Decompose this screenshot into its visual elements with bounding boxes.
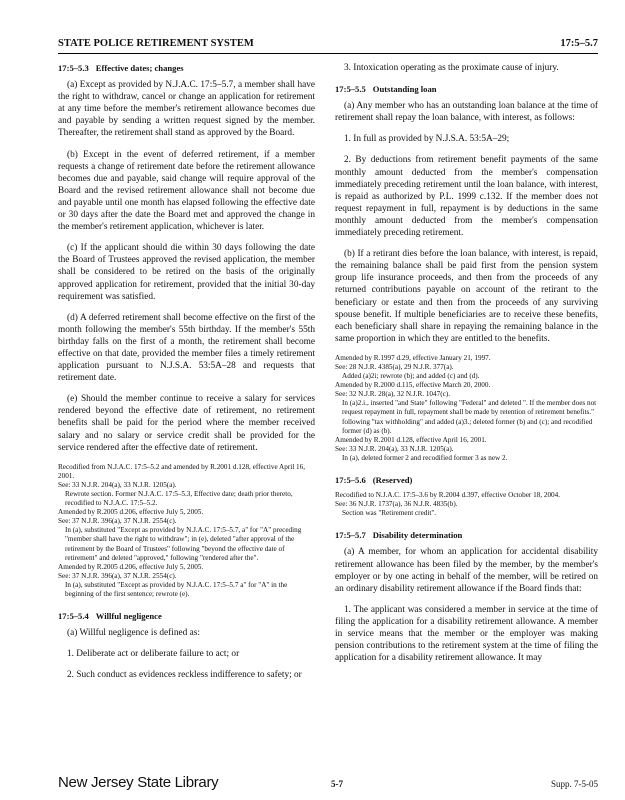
history-line: Rewrote section. Former N.J.A.C. 17:5–5.3, Effective date; death prior thereto, recodified to N.J.A.C. 17:5–5.2. [65,490,293,508]
history-line: In (a), substituted "Except as provided by N.J.A.C. 17:5–5.7, a" for "A" preceding "member shall have the right to withdraw"; in (e), deleted "after approval of the retirement by the Board of Trustees" following "beyond the effective date of retirement" and deleted "approved," following "rendered after the". [65,526,302,562]
section-title: Disability determination [372,530,463,541]
list-item-2: 2. By deductions from retirement benefit payments of the same monthly amount deducted from the member's compensation immediately preceding retirement until the loan balance, with interest, is repaid as authorized by P.L. 1999 c.132. If the member does not request repayment in full, repayment is by deductions in the same monthly amount deducted from the member's compensation immediately preceding retirement. [335,155,598,239]
history-note-5-6 [335,491,598,518]
history-line: See: 36 N.J.R. 1737(a), 36 N.J.R. 4835(b). [335,500,458,509]
header-rule [58,53,598,54]
history-line: See: 37 N.J.R. 396(a), 37 N.J.R. 2554(c). [58,517,177,526]
section-heading-5-5 [335,83,598,95]
history-line: Amended by R.2005 d.206, effective July 5, 2005. [58,562,204,571]
section-title: Willful negligence [95,611,162,622]
section-title: Outstanding loan [372,84,437,95]
history-line: In (a), substituted "Except as provided by N.J.A.C. 17:5–5.7 a" for "A" in the beginning of the first sentence; rewrote (e). [65,580,288,599]
section-heading-5-3 [58,62,315,74]
paragraph-e: (e) Should the member continue to receive a salary for services rendered beyond the effective date of retirement, no retirement benefits shall be paid for the period where the member received salary and no salary or service credit shall be provided for the service rendered after the effective date of retirement. [58,394,315,453]
paragraph-a: (a) A member, for whom an application for accidental disability retirement allowance has been filed by the member, by the member's employer or by one acting in behalf of the member, will be retired on an ordinary disability retirement allowance if the Board finds that: [335,547,598,594]
history-line: Amended by R.2001 d.128, effective April 16, 2001. [335,435,487,444]
supplement-date: Supp. 7-5-05 [551,779,598,789]
section-number: 17:5–5.6 [335,475,366,485]
library-watermark: New Jersey State Library [58,774,219,791]
history-line: In (a), deleted former 2 and recodified former 3 as new 2. [342,453,508,462]
history-line: Recodified from N.J.A.C. 17:5–5.2 and amended by R.2001 d.128, effective April 16, 2001. [58,462,305,480]
paragraph-a: (a) Willful negligence is defined as: [67,628,200,639]
page-footer [58,776,598,792]
history-note-5-5 [335,354,598,463]
list-item-1: 1. Deliberate act or deliberate failure to act; or [67,649,240,660]
history-line: See: 33 N.J.R. 204(a), 33 N.J.R. 1205(a). [335,444,454,453]
list-item-3: 3. Intoxication operating as the proximate cause of injury. [344,63,559,73]
header-title: STATE POLICE RETIREMENT SYSTEM [58,38,254,49]
left-column [58,62,315,691]
section-number: 17:5–5.3 [58,63,89,73]
list-item-2: 2. Such conduct as evidences reckless indifference to safety; or [67,670,302,681]
history-note-5-3 [58,463,315,599]
section-number: 17:5–5.5 [335,84,366,95]
history-line: See: 33 N.J.R. 204(a), 33 N.J.R. 1205(a). [58,480,177,489]
history-line: Amended by R.2000 d.115, effective March 20, 2000. [335,381,491,390]
history-line: Amended by R.1997 d.29, effective January 21, 1997. [335,353,491,362]
paragraph-b: (b) Except in the event of deferred retirement, if a member requests a change of retirement date before the retirement allowance becomes due and payable, said change will require approval of the Board and the revised retirement allowance shall not become due and payable until one month has elapsed following the effective date or 30 days after the date the Board met and approved the change in the member's retirement application, whichever is later. [58,149,315,233]
section-title: (Reserved) [372,475,413,485]
section-number: 17:5–5.7 [335,530,366,541]
history-line: See: 28 N.J.R. 4385(a), 29 N.J.R. 377(a). [335,362,454,371]
history-line: Section was "Retirement credit". [342,509,437,518]
section-heading-5-4 [58,610,315,622]
section-heading-5-6 [335,474,598,486]
history-line: Added (a)2i; rewrote (b); and added (c) and (d). [342,372,480,381]
paragraph-d: (d) A deferred retirement shall become effective on the first of the month following the member's 55th birthday. If the member's 55th birthday falls on the first of a month, the retirement shall become effective on that date, provided the member files a timely retirement application pursuant to N.J.S.A. 53:5A–28 and requests that retirement date. [58,312,315,384]
section-title: Effective dates; changes [95,63,184,73]
right-column [335,62,598,673]
section-heading-5-7 [335,529,598,541]
list-item-1: 1. The applicant was considered a member in service at the time of filing the application for a disability retirement allowance. A member in service means that the member or the employer was making pension contributions to the retirement system at the time of filing the application for a disability retirement allowance. It may [335,604,598,664]
history-line: See: 32 N.J.R. 28(a), 32 N.J.R. 1047(c). [335,390,450,399]
history-line: Recodified to N.J.A.C. 17:5–3.6 by R.2004 d.397, effective October 18, 2004. [335,491,561,500]
paragraph-b: (b) If a retirant dies before the loan balance, with interest, is repaid, the remaining balance shall be paid first from the pension system group life insurance proceeds, and then from the proceeds of any returned contributions payable on account of the retirant to the beneficiary or estate and then from the proceeds of any surviving spouse benefit. If multiple beneficiaries are to receive these benefits, each beneficiary shall share in repaying the remaining balance in the same proportion in which they are entitled to the benefits. [335,249,598,344]
history-line: In (a)2.i., inserted "and State" following "Federal" and deleted ". If the member does not request repayment in full, repayment shall be made by retention of retirement benefits." following "tax withholding" and added (a)3.; deleted former (b) and (c); and recodified former (d) as (b). [342,399,597,435]
running-header [58,38,598,52]
paragraph-c: (c) If the applicant should die within 30 days following the date the Board of Trustees approved the revised application, the member shall be considered to be retired on the basis of the originally approved application for retirement, provided that the initial 30-day requirement was satisfied. [58,243,315,302]
history-line: Amended by R.2005 d.206, effective July 5, 2005. [58,508,204,517]
header-section-range: 17:5–5.7 [560,38,598,49]
paragraph-a: (a) Except as provided by N.J.A.C. 17:5–5.7, a member shall have the right to withdraw, cancel or change an application for retirement at any time before the member's retirement allowance becomes due and payable by sending a written request signed by the member. Thereafter, the retirement shall stand as approved by the Board. [58,80,315,139]
paragraph-a: (a) Any member who has an outstanding loan balance at the time of retirement shall repay the loan balance, with interest, as follows: [335,101,598,124]
page-number: 5-7 [331,779,343,789]
history-line: See: 37 N.J.R. 396(a), 37 N.J.R. 2554(c). [58,571,177,580]
list-item-1: 1. In full as provided by N.J.S.A. 53:5A–29; [344,134,510,145]
section-number: 17:5–5.4 [58,611,89,622]
